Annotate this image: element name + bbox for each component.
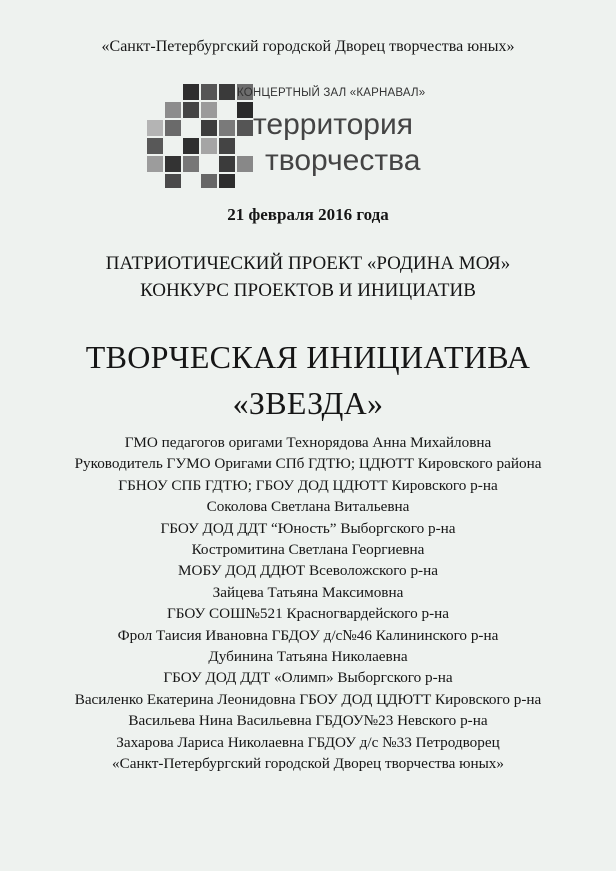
participants-list [0,432,616,775]
participant-line: Зайцева Татьяна Максимовна [212,583,404,601]
contest-title: КОНКУРС ПРОЕКТОВ И ИНИЦИАТИВ [140,280,476,301]
participant-line: ГБОУ СОШ№521 Красногвардейского р-на [166,605,450,623]
participant-line: МОБУ ДОД ДДЮТ Всеволожского р-на [178,562,438,580]
participant-line: Фрол Таисия Ивановна ГБДОУ д/с№46 Калининского р-на [117,626,499,644]
participant-line: Соколова Светлана Витальевна [206,498,410,516]
project-title: ПАТРИОТИЧЕСКИЙ ПРОЕКТ «РОДИНА МОЯ» [105,253,511,274]
participant-line: Васильева Нина Васильевна ГБДОУ№23 Невского р-на [128,712,488,730]
participant-line: «Санкт-Петербургский городской Дворец творчества юных» [112,755,504,773]
territory-logo [145,78,475,190]
participant-line: ГБОУ ДОД ДДТ “Юность” Выборгского р-на [160,519,456,537]
participant-line: ГМО педагогов оригами Технорядова Анна Михайловна [124,434,492,451]
participant-line: ГБОУ ДОД ДДТ «Олимп» Выборгского р-на [163,669,453,687]
participant-line: ГБНОУ СПБ ГДТЮ; ГБОУ ДОД ЦДЮТТ Кировского р-на [118,476,498,494]
participant-line: Дубинина Татьяна Николаевна [208,648,408,666]
concert-hall-label: КОНЦЕРТНЫЙ ЗАЛ «КАРНАВАЛ» [237,87,426,99]
participant-line: Костромитина Светлана Георгиевна [191,541,425,559]
participant-line: Руководитель ГУМО Оригами СПб ГДТЮ; ЦДЮТТ Кировского района [74,455,542,473]
logo-line-1: территория [253,108,413,141]
logo-line-2: творчества [265,144,421,177]
initiative-title-line-2: «ЗВЕЗДА» [232,385,384,421]
participant-line: Захарова Лариса Николаевна ГБДОУ д/с №33 Петродворец [116,733,500,751]
initiative-title-line-1: ТВОРЧЕСКАЯ ИНИЦИАТИВА [85,339,531,375]
organization-header: «Санкт-Петербургский городской Дворец творчества юных» [101,38,515,55]
event-date: 21 февраля 2016 года [227,205,389,224]
participant-line: Василенко Екатерина Леонидовна ГБОУ ДОД ЦДЮТТ Кировского р-на [74,690,542,708]
